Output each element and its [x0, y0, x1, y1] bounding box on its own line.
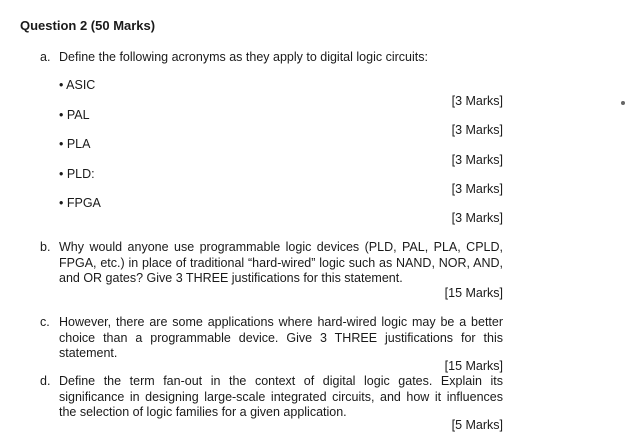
part-d-text: Define the term fan-out in the context of digital logic gates. Explain its significance in designing large-scale integrated circuits, and how it influences the selection of logic families for a given application.: [59, 374, 503, 419]
part-d-letter: d.: [40, 374, 51, 388]
part-b-letter: b.: [40, 240, 51, 254]
acronym-fpga-marks: [3 Marks]: [451, 211, 503, 225]
part-a-text: Define the following acronyms as they apply to digital logic circuits:: [59, 50, 428, 64]
acronym-item-asic: • ASIC: [59, 78, 96, 92]
acronym-item-fpga: • FPGA: [59, 196, 101, 210]
part-c-text: However, there are some applications where hard-wired logic may be a better choice than a programmable device. Give 3 THREE justifications for this statement.: [59, 315, 503, 360]
acronym-pld-marks: [3 Marks]: [451, 182, 503, 196]
acronym-item-pla: • PLA: [59, 137, 91, 151]
acronym-pal-marks: [3 Marks]: [451, 123, 503, 137]
part-d-marks: [5 Marks]: [451, 418, 503, 432]
acronym-asic-marks: [3 Marks]: [451, 94, 503, 108]
acronym-item-pld: • PLD:: [59, 167, 95, 181]
part-c-letter: c.: [40, 315, 50, 329]
part-a-letter: a.: [40, 50, 51, 64]
question-title: Question 2 (50 Marks): [20, 18, 156, 33]
stray-dot: [621, 101, 625, 105]
acronym-item-pal: • PAL: [59, 108, 90, 122]
acronym-pla-marks: [3 Marks]: [451, 153, 503, 167]
part-c-marks: [15 Marks]: [444, 359, 503, 373]
part-b-marks: [15 Marks]: [444, 286, 503, 300]
part-b-text: Why would anyone use programmable logic devices (PLD, PAL, PLA, CPLD, FPGA, etc.) in place of traditional “hard-wired” logic such as NAND, NOR, AND, and OR gates? Give 3 THREE justifications for this statement.: [59, 240, 503, 285]
